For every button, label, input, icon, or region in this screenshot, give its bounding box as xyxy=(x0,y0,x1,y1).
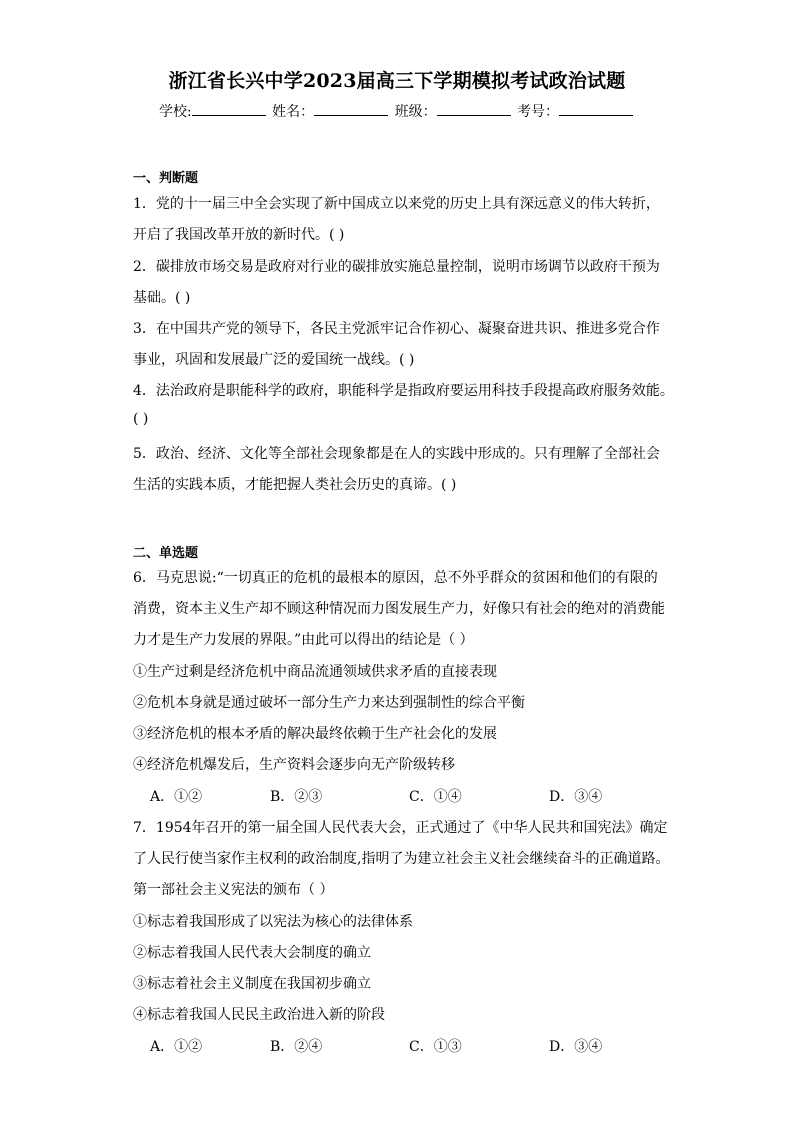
question-line: 事业，巩固和发展最广泛的爱国统一战线。( ) xyxy=(133,352,415,368)
option-b[interactable]: B．②④ xyxy=(270,1039,323,1055)
question-line: 4．法治政府是职能科学的政府，职能科学是指政府要运用科技手段提高政府服务效能。 xyxy=(133,383,674,399)
name-blank[interactable] xyxy=(314,103,388,116)
option-b[interactable]: B．②③ xyxy=(270,789,323,805)
number-label: 考号： xyxy=(517,104,560,120)
option-c[interactable]: C．①④ xyxy=(409,789,462,805)
question-line: 2．碳排放市场交易是政府对行业的碳排放实施总量控制，说明市场调节以政府干预为 xyxy=(133,259,660,275)
question-line: 1．党的十一届三中全会实现了新中国成立以来党的历史上具有深远意义的伟大转折， xyxy=(133,196,660,212)
name-label: 姓名： xyxy=(272,104,315,120)
question-line: 5．政治、经济、文化等全部社会现象都是在人的实践中形成的。只有理解了全部社会 xyxy=(133,446,660,462)
question-line: 6．马克思说:“一切真正的危机的最根本的原因，总不外乎群众的贫困和他们的有限的 xyxy=(133,570,658,586)
section-heading-judgment: 一、判断题 xyxy=(133,171,199,186)
class-blank[interactable] xyxy=(437,103,511,116)
question-line: 7．1954年召开的第一届全国人民代表大会，正式通过了《中华人民共和国宪法》确定 xyxy=(133,820,668,836)
question-line: 开启了我国改革开放的新时代。( ) xyxy=(133,227,345,243)
question-line: 生活的实践本质，才能把握人类社会历史的真谛。( ) xyxy=(133,477,457,493)
question-line: 了人民行使当家作主权利的政治制度,指明了为建立社会主义社会继续奋斗的正确道路。 xyxy=(133,851,670,867)
school-blank[interactable] xyxy=(192,103,266,116)
question-line: 基础。( ) xyxy=(133,290,191,306)
question-line: 消费，资本主义生产却不顾这种情况而力图发展生产力，好像只有社会的绝对的消费能 xyxy=(133,601,665,617)
question-line: 力才是生产力发展的界限。”由此可以得出的结论是（ ） xyxy=(133,632,474,648)
statement-item: ②标志着我国人民代表大会制度的确立 xyxy=(133,945,371,961)
option-c[interactable]: C．①③ xyxy=(409,1039,462,1055)
school-label: 学校: xyxy=(158,104,192,120)
number-blank[interactable] xyxy=(559,103,633,116)
section-heading-single-choice: 二、单选题 xyxy=(133,546,199,561)
option-a[interactable]: A．①② xyxy=(150,789,203,805)
class-label: 班级： xyxy=(394,104,437,120)
question-line: 第一部社会主义宪法的颁布（ ） xyxy=(133,882,334,898)
statement-item: ②危机本身就是通过破坏一部分生产力来达到强制性的综合平衡 xyxy=(133,695,525,711)
student-info-row xyxy=(0,101,794,121)
question-line: ( ) xyxy=(133,411,149,427)
statement-item: ③标志着社会主义制度在我国初步确立 xyxy=(133,976,371,992)
statement-item: ①标志着我国形成了以宪法为核心的法律体系 xyxy=(133,914,413,930)
option-d[interactable]: D．③④ xyxy=(549,789,603,805)
option-d[interactable]: D．③④ xyxy=(549,1039,603,1055)
statement-item: ④标志着我国人民民主政治进入新的阶段 xyxy=(133,1007,385,1023)
statement-item: ①生产过剩是经济危机中商品流通领域供求矛盾的直接表现 xyxy=(133,664,497,680)
statement-item: ③经济危机的根本矛盾的解决最终依赖于生产社会化的发展 xyxy=(133,726,497,742)
question-line: 3．在中国共产党的领导下，各民主党派牢记合作初心、凝聚奋进共识、推进多党合作 xyxy=(133,321,660,337)
option-a[interactable]: A．①② xyxy=(150,1039,203,1055)
statement-item: ④经济危机爆发后，生产资料会逐步向无产阶级转移 xyxy=(133,757,455,773)
exam-title: 浙江省长兴中学2023届高三下学期模拟考试政治试题 xyxy=(168,70,626,92)
